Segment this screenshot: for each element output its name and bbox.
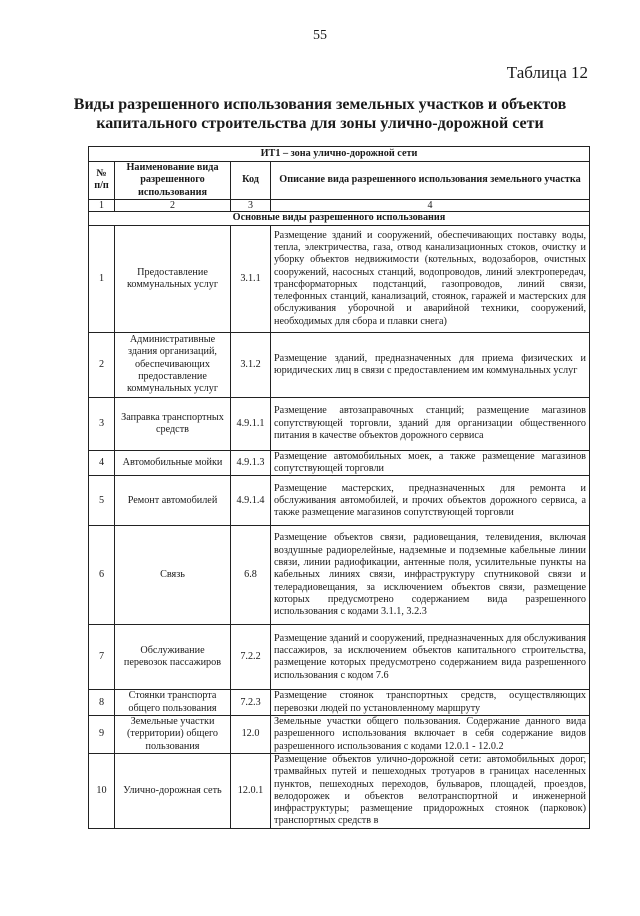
row-number: 10 bbox=[89, 753, 115, 828]
use-name: Обслуживание перевозок пассажиров bbox=[115, 625, 231, 690]
row-number: 6 bbox=[89, 526, 115, 625]
use-description: Размещение зданий, предназначенных для приема физических и юридических лиц в связи с предоставлением им коммунальных услуг bbox=[271, 332, 590, 397]
use-code: 7.2.2 bbox=[231, 625, 271, 690]
use-name: Предоставление коммунальных услуг bbox=[115, 225, 231, 332]
header-description: Описание вида разрешенного использования земельного участка bbox=[271, 162, 590, 200]
use-code: 12.0 bbox=[231, 716, 271, 754]
row-number: 7 bbox=[89, 625, 115, 690]
row-number: 8 bbox=[89, 690, 115, 716]
use-name: Автомобильные мойки bbox=[115, 450, 231, 476]
table-row bbox=[89, 332, 590, 397]
document-title: Виды разрешенного использования земельных участков и объектов капитального строительства для зоны улично-дорожной сети bbox=[73, 96, 567, 132]
use-name: Связь bbox=[115, 526, 231, 625]
use-code: 3.1.1 bbox=[231, 225, 271, 332]
section-row bbox=[89, 211, 590, 225]
use-name: Заправка транспортных средств bbox=[115, 397, 231, 450]
use-code: 7.2.3 bbox=[231, 690, 271, 716]
table-row bbox=[89, 450, 590, 476]
use-name: Административные здания организаций, обеспечивающих предоставление коммунальных услуг bbox=[115, 332, 231, 397]
row-number: 4 bbox=[89, 450, 115, 476]
use-code: 4.9.1.4 bbox=[231, 476, 271, 526]
row-number: 3 bbox=[89, 397, 115, 450]
column-index: 4 bbox=[271, 199, 590, 211]
column-index: 1 bbox=[89, 199, 115, 211]
row-number: 5 bbox=[89, 476, 115, 526]
header-code: Код bbox=[231, 162, 271, 200]
table-row bbox=[89, 716, 590, 754]
zone-title: ИТ1 – зона улично-дорожной сети bbox=[89, 147, 590, 162]
row-number: 1 bbox=[89, 225, 115, 332]
section-title: Основные виды разрешенного использования bbox=[89, 211, 590, 225]
use-description: Размещение зданий и сооружений, обеспечивающих поставку воды, тепла, электричества, газа, отвод канализационных стоков, очистку и уборку объектов недвижимости (котельных, водозаборов, очистных сооружений, насосных станций, водопроводов, линий электропередач, трансформаторных подстанций, газопроводов, линий связи, телефонных станций, канализаций, стоянок, гаражей и мастерских для обслуживания уборочной и аварийной техники, сооружений, необходимых для сбора и плавки снега) bbox=[271, 225, 590, 332]
use-description: Размещение автомобильных моек, а также размещение магазинов сопутствующей торговли bbox=[271, 450, 590, 476]
use-code: 3.1.2 bbox=[231, 332, 271, 397]
row-number: 2 bbox=[89, 332, 115, 397]
use-code: 6.8 bbox=[231, 526, 271, 625]
column-index-row bbox=[89, 199, 590, 211]
table-row bbox=[89, 753, 590, 828]
zoning-table bbox=[88, 146, 590, 829]
table-row bbox=[89, 476, 590, 526]
table-label: Таблица 12 bbox=[506, 63, 588, 82]
use-description: Размещение объектов связи, радиовещания, телевидения, включая воздушные радиорелейные, надземные и подземные кабельные линии связи, линии радиофикации, антенные поля, усилительные пункты на кабельных линиях связи, инфраструктуру спутниковой связи и телерадиовещания, за исключением объектов связи, размещение которых предусмотрено содержанием вида разрешенного использования с кодами 3.1.1, 3.2.3 bbox=[271, 526, 590, 625]
header-name: Наименование вида разрешенного использования bbox=[115, 162, 231, 200]
table-row bbox=[89, 625, 590, 690]
use-description: Размещение зданий и сооружений, предназначенных для обслуживания пассажиров, за исключением объектов капитального строительства, размещение которых предусмотрено содержанием вида разрешенного использования с кодом 7.6 bbox=[271, 625, 590, 690]
use-description: Размещение автозаправочных станций; размещение магазинов сопутствующей торговли, зданий для организации общественного питания в качестве объектов дорожного сервиса bbox=[271, 397, 590, 450]
table-row bbox=[89, 526, 590, 625]
table-row bbox=[89, 397, 590, 450]
use-name: Стоянки транспорта общего пользования bbox=[115, 690, 231, 716]
header-num: № п/п bbox=[89, 162, 115, 200]
row-number: 9 bbox=[89, 716, 115, 754]
table-row bbox=[89, 225, 590, 332]
use-code: 12.0.1 bbox=[231, 753, 271, 828]
table-row bbox=[89, 690, 590, 716]
use-description: Земельные участки общего пользования. Содержание данного вида разрешенного использования включает в себя содержание видов разрешенного использования с кодами 12.0.1 - 12.0.2 bbox=[271, 716, 590, 754]
use-code: 4.9.1.1 bbox=[231, 397, 271, 450]
use-code: 4.9.1.3 bbox=[231, 450, 271, 476]
page-number: 55 bbox=[313, 28, 327, 43]
use-description: Размещение стоянок транспортных средств, осуществляющих перевозки людей по установленному маршруту bbox=[271, 690, 590, 716]
use-description: Размещение мастерских, предназначенных для ремонта и обслуживания автомобилей, и прочих объектов дорожного сервиса, а также размещение магазинов сопутствующей торговли bbox=[271, 476, 590, 526]
use-name: Улично-дорожная сеть bbox=[115, 753, 231, 828]
column-index: 3 bbox=[231, 199, 271, 211]
use-name: Ремонт автомобилей bbox=[115, 476, 231, 526]
use-description: Размещение объектов улично-дорожной сети: автомобильных дорог, трамвайных путей и пешеходных тротуаров в границах населенных пунктов, пешеходных переходов, бульваров, площадей, проездов, велодорожек и объектов велотранспортной и инженерной инфраструктуры; размещение придорожных стоянок (парковок) транспортных средств в bbox=[271, 753, 590, 828]
column-index: 2 bbox=[115, 199, 231, 211]
use-name: Земельные участки (территории) общего пользования bbox=[115, 716, 231, 754]
